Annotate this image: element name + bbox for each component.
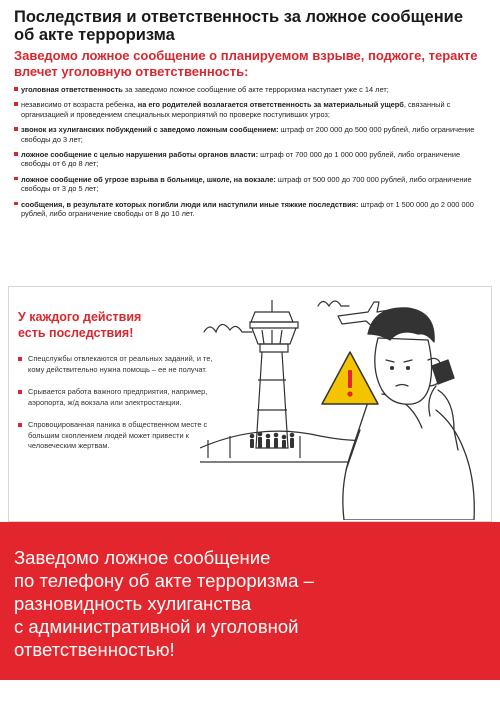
list-item: Спровоцированная паника в общественном месте с большим скоплением людей может привести к человеческим жертвам.	[18, 420, 218, 452]
cloud-icon	[204, 301, 349, 332]
liability-list	[14, 85, 490, 224]
bullet-square-icon	[14, 87, 18, 91]
illustration	[200, 290, 490, 520]
bullet-square-icon	[18, 357, 22, 361]
bullet-square-icon	[18, 423, 22, 427]
list-item: ложное сообщение об угрозе взрыва в больнице, школе, на вокзале: штраф от 500 000 до 700 000 рублей, либо ограничение свободы от 3 до 5 лет;	[14, 175, 490, 194]
list-item: Спецслужбы отвлекаются от реальных заданий, и те, кому действительно нужна помощь – ее не получат.	[18, 354, 218, 375]
control-tower-icon	[250, 300, 298, 448]
bullet-square-icon	[14, 202, 18, 206]
bullet-square-icon	[14, 177, 18, 181]
bullet-square-icon	[14, 102, 18, 106]
list-item: звонок из хулиганских побуждений с заведомо ложным сообщением: штраф от 200 000 до 500 000 рублей, либо ограничение свободы до 3 лет;	[14, 125, 490, 144]
consequences-list	[18, 354, 218, 464]
consequences-title: У каждого действия есть последствия!	[18, 310, 142, 340]
lead-statement: Заведомо ложное сообщение о планируемом взрыве, поджоге, теракте влечет уголовную ответственность:	[14, 48, 478, 79]
list-item: ложное сообщение с целью нарушения работы органов власти: штраф от 700 000 до 1 000 000 рублей, либо ограничение свободы от 6 до 8 лет;	[14, 150, 490, 169]
warning-icon	[322, 352, 378, 404]
list-item: независимо от возраста ребенка, на его родителей возлагается ответственность за материальный ущерб, связанный с организацией и проведением специальных мероприятий по проверке поступивших угроз;	[14, 100, 490, 119]
list-item: сообщения, в результате которых погибли люди или наступили иные тяжкие последствия: штраф от 1 500 000 до 2 000 000 рублей, либо ограничение свободы от 8 до 10 лет.	[14, 200, 490, 219]
list-item: уголовная ответственность за заведомо ложное сообщение об акте терроризма наступает уже с 14 лет;	[14, 85, 490, 94]
person-on-phone-icon	[343, 308, 474, 520]
bullet-square-icon	[14, 152, 18, 156]
list-item: Срывается работа важного предприятия, например, аэропорта, ж/д вокзала или электростанции.	[18, 387, 218, 408]
banner-message: Заведомо ложное сообщение по телефону об акте терроризма – разновидность хулиганства с административной и уголовной ответственностью!	[14, 547, 314, 660]
bullet-square-icon	[14, 127, 18, 131]
page-title: Последствия и ответственность за ложное сообщение об акте терроризма	[14, 8, 463, 44]
bullet-square-icon	[18, 390, 22, 394]
